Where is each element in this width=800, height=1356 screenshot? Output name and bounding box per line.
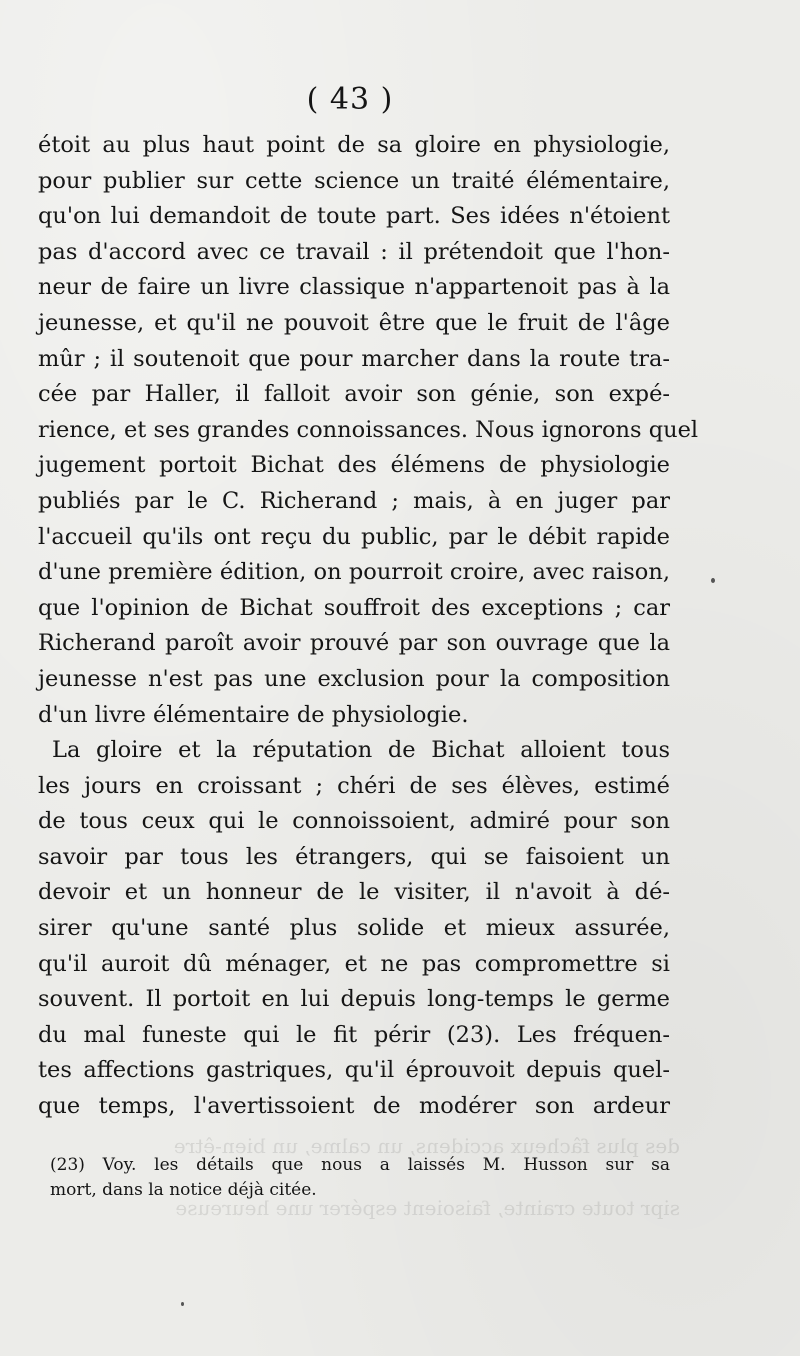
body-text <box>38 128 699 1125</box>
show-through-text: des plus fâcheux accidens, un calme, un bien-être <box>173 1134 680 1158</box>
text-line: jugement portoit Bichat des élémens de physiologie <box>38 452 670 479</box>
text-line: Richerand paroît avoir prouvé par son ouvrage que la <box>38 630 670 657</box>
text-line: qu'on lui demandoit de toute part. Ses idées n'étoient <box>38 203 670 230</box>
show-through-text: sipr toute crainte, faisoient espérer une heureuse <box>175 1196 680 1220</box>
text-line: pour publier sur cette science un traité élémentaire, <box>38 167 670 194</box>
footnote-line: (23) Voy. les détails que nous a laissés M. Husson sur sa <box>50 1155 670 1175</box>
text-line: devoir et un honneur de le visiter, il n'avoit à dé- <box>38 879 670 906</box>
text-line: l'accueil qu'ils ont reçu du public, par le débit rapide <box>38 523 670 550</box>
text-line: savoir par tous les étrangers, qui se faisoient un <box>38 843 670 870</box>
text-line: qu'il auroit dû ménager, et ne pas compromettre si <box>38 950 670 977</box>
text-line: d'un livre élémentaire de physiologie. <box>38 701 469 728</box>
text-line: jeunesse, et qu'il ne pouvoit être que le fruit de l'âge <box>38 309 670 336</box>
text-line: d'une première édition, on pourroit croire, avec raison, <box>38 559 670 586</box>
page-number: ( 43 ) <box>306 82 394 117</box>
text-line: de tous ceux qui le connoissoient, admiré pour son <box>38 808 670 835</box>
text-line: pas d'accord avec ce travail : il prétendoit que l'hon- <box>38 238 670 265</box>
ink-speck <box>181 1302 184 1306</box>
text-line: publiés par le C. Richerand ; mais, à en juger par <box>38 487 670 514</box>
footnote <box>50 1153 670 1203</box>
text-line: neur de faire un livre classique n'appartenoit pas à la <box>38 274 670 301</box>
text-line: rience, et ses grandes connoissances. Nous ignorons quel <box>38 416 699 443</box>
text-line: jeunesse n'est pas une exclusion pour la composition <box>38 665 670 692</box>
ink-speck <box>711 578 715 583</box>
text-line: étoit au plus haut point de sa gloire en physiologie, <box>38 132 670 158</box>
text-line: que temps, l'avertissoient de modérer son ardeur <box>38 1093 670 1120</box>
text-line: tes affections gastriques, qu'il éprouvoit depuis quel- <box>38 1057 670 1084</box>
text-line: que l'opinion de Bichat souffroit des exceptions ; car <box>38 594 670 621</box>
text-line: du mal funeste qui le fit périr (23). Les fréquen- <box>38 1021 670 1048</box>
text-line: cée par Haller, il falloit avoir son génie, son expé- <box>38 381 670 408</box>
footnote-line: mort, dans la notice déjà citée. <box>50 1180 317 1200</box>
text-line: les jours en croissant ; chéri de ses élèves, estimé <box>38 772 670 799</box>
text-line: mûr ; il soutenoit que pour marcher dans la route tra- <box>38 345 670 372</box>
text-line: souvent. Il portoit en lui depuis long-temps le germe <box>38 986 670 1013</box>
text-line: sirer qu'une santé plus solide et mieux assurée, <box>38 915 670 942</box>
text-line: La gloire et la réputation de Bichat alloient tous <box>52 737 670 764</box>
